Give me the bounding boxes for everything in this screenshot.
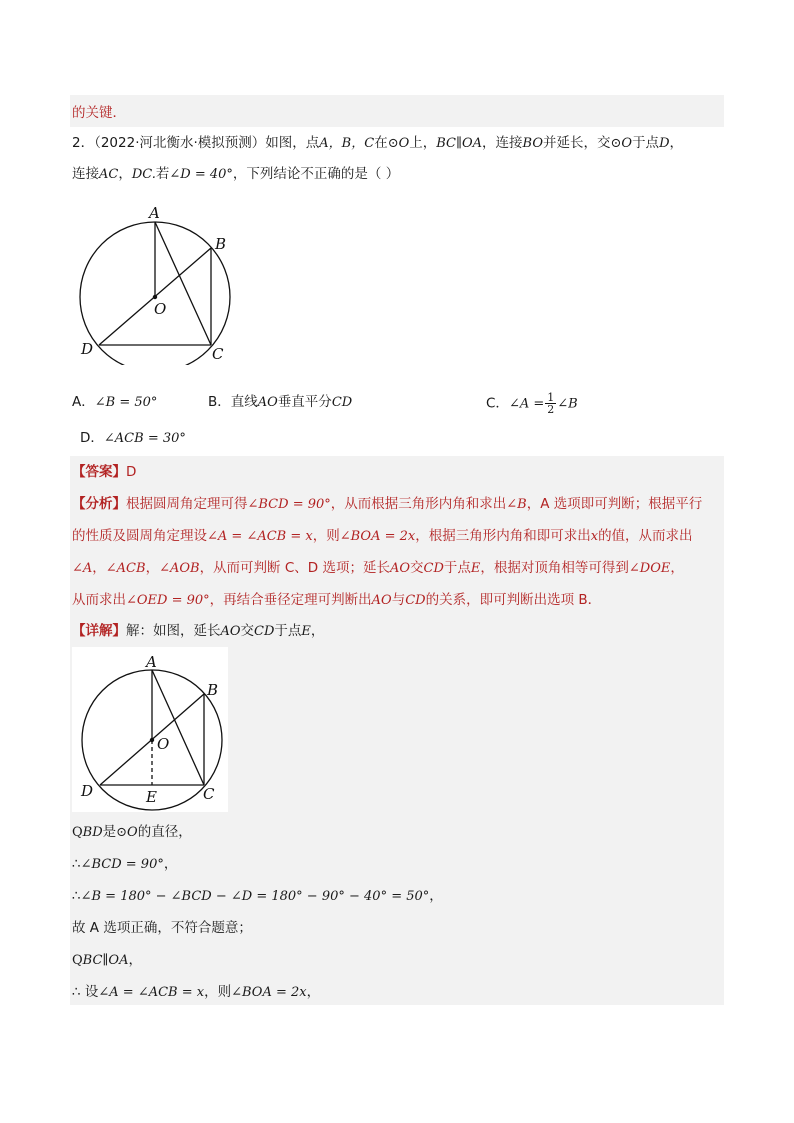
center-point bbox=[153, 295, 157, 299]
d-math: E bbox=[301, 624, 311, 639]
segment-ac bbox=[155, 222, 211, 345]
s-math: ∠A = ∠ACB = x bbox=[98, 985, 205, 1000]
a-math: AO bbox=[389, 561, 411, 576]
question-number: 2． bbox=[72, 135, 95, 151]
a-math: ∠DOE bbox=[628, 561, 671, 576]
d-text: 于点 bbox=[274, 623, 302, 639]
a-text: 的值，从而求出 bbox=[598, 528, 693, 544]
option-c-label: C． bbox=[486, 395, 509, 412]
d-text: 交 bbox=[240, 623, 255, 639]
label-a: A bbox=[146, 653, 157, 671]
s-text: 的直径， bbox=[137, 824, 192, 840]
step-1 bbox=[72, 822, 192, 843]
a-text: ， bbox=[92, 560, 106, 576]
therefore-symbol: ∴ bbox=[72, 888, 81, 904]
label-a: A bbox=[149, 204, 160, 222]
q-text: ，连接 bbox=[482, 135, 523, 151]
label-c: C bbox=[203, 785, 215, 803]
d-text: 解：如图，延长 bbox=[126, 623, 221, 639]
label-d: D bbox=[81, 340, 94, 358]
s-math: ∠B = 180° − ∠BCD − ∠D = 180° − 90° − 40° = 50° bbox=[80, 889, 430, 904]
header-line: 的关键． bbox=[72, 105, 126, 121]
a-text: ，再结合垂径定理可判断出 bbox=[209, 592, 372, 608]
a-math: ∠B bbox=[506, 497, 527, 512]
q-math: ∠D = 40° bbox=[169, 167, 233, 182]
label-e: E bbox=[146, 788, 157, 806]
d-math: AO bbox=[220, 624, 241, 639]
a-math: CD bbox=[405, 593, 426, 608]
q-math: BC∥OA bbox=[436, 136, 483, 151]
q-math: ⊙O bbox=[387, 136, 410, 151]
answer-tag: 【答案】 bbox=[72, 464, 126, 480]
a-text: ，则 bbox=[312, 528, 340, 544]
q-text: ， bbox=[118, 166, 132, 182]
label-c: C bbox=[212, 345, 224, 363]
a-math: ∠ACB bbox=[105, 561, 146, 576]
a-math: AO bbox=[371, 593, 392, 608]
q-math: AC bbox=[99, 167, 119, 182]
option-d-math: ∠ACB = 30° bbox=[103, 431, 186, 446]
option-c-angle-b: ∠B bbox=[557, 396, 578, 412]
a-text: 根据圆周角定理可得 bbox=[126, 496, 248, 512]
analysis-line-2 bbox=[72, 526, 693, 547]
q-math: A，B，C bbox=[319, 136, 375, 151]
circle-diagram bbox=[72, 200, 242, 365]
s-math: BC∥OA bbox=[82, 953, 129, 968]
a-text: ，根据三角形内角和即可求出 bbox=[415, 528, 591, 544]
option-a-math: ∠B = 50° bbox=[94, 395, 158, 410]
a-text: ， bbox=[670, 560, 684, 576]
question-figure bbox=[72, 200, 242, 365]
label-d: D bbox=[81, 782, 94, 800]
question-line-1 bbox=[72, 133, 683, 154]
circle-diagram-extended bbox=[72, 647, 228, 812]
header-band bbox=[70, 95, 724, 127]
d-text: ， bbox=[310, 623, 325, 639]
option-c-fraction bbox=[545, 392, 556, 415]
analysis-tag: 【分析】 bbox=[72, 496, 126, 512]
label-b: B bbox=[207, 681, 219, 699]
detail-line-1 bbox=[72, 621, 324, 642]
segment-ac bbox=[152, 670, 204, 785]
q-text: 于点 bbox=[632, 135, 660, 151]
option-d-label: D． bbox=[80, 430, 104, 446]
a-math: ∠A = ∠ACB = x bbox=[207, 529, 313, 544]
q-text: 上， bbox=[409, 135, 437, 151]
option-d[interactable] bbox=[80, 428, 186, 449]
option-b-ao: AO bbox=[257, 395, 278, 410]
a-math: x bbox=[590, 529, 599, 544]
fraction-numerator: 1 bbox=[547, 391, 555, 404]
q-math: DC. bbox=[131, 167, 156, 182]
a-math: ∠BCD = 90° bbox=[247, 497, 331, 512]
fraction-denominator: 2 bbox=[547, 403, 555, 416]
option-a-label: A． bbox=[72, 394, 95, 410]
s-text: ∴ 设 bbox=[72, 984, 99, 1000]
step-2 bbox=[72, 854, 177, 875]
analysis-line-1 bbox=[72, 494, 702, 515]
a-text: 交 bbox=[410, 560, 424, 576]
answer-value: D bbox=[126, 464, 137, 480]
a-math: CD bbox=[423, 561, 444, 576]
a-math: E bbox=[470, 561, 481, 576]
label-o: O bbox=[157, 735, 170, 753]
s-math: BD bbox=[82, 825, 103, 840]
q-math: BO bbox=[522, 136, 543, 151]
q-text: ，下列结论不正确的是（ ） bbox=[232, 166, 400, 182]
a-text: 从而求出 bbox=[72, 592, 126, 608]
s-text: ， bbox=[306, 984, 321, 1000]
s-text: ，则 bbox=[204, 984, 232, 1000]
step-3 bbox=[72, 886, 443, 907]
a-math: ∠AOB bbox=[159, 561, 200, 576]
option-b-label: B．直线 bbox=[208, 394, 258, 410]
question-source: （2022·河北衡水·模拟预测） bbox=[94, 135, 266, 151]
q-text: 在 bbox=[374, 135, 388, 151]
option-a[interactable] bbox=[72, 392, 157, 413]
center-point bbox=[150, 738, 154, 742]
a-text: ，从而可判断 C、D 选项；延长 bbox=[199, 560, 390, 576]
step-6 bbox=[72, 982, 320, 1003]
a-text: 的关系，即可判断出选项 B． bbox=[425, 592, 602, 608]
q-math: D bbox=[659, 136, 670, 151]
q-text: 如图，点 bbox=[265, 135, 320, 151]
option-c-angle-a: ∠A = bbox=[508, 396, 545, 412]
q-math: ⊙O bbox=[610, 136, 633, 151]
q-text: 并延长，交 bbox=[543, 135, 611, 151]
s-math: ∠BCD = 90° bbox=[80, 857, 164, 872]
a-text: ， bbox=[145, 560, 160, 576]
a-math: ∠OED = 90° bbox=[126, 593, 210, 608]
a-text: 与 bbox=[391, 592, 406, 608]
s-text: ， bbox=[163, 856, 178, 872]
because-symbol: Q bbox=[72, 953, 83, 968]
s-text: ， bbox=[429, 888, 443, 904]
question-line-2 bbox=[72, 164, 399, 185]
a-text: ，A 选项即可判断；根据平行 bbox=[526, 496, 703, 512]
q-text: 连接 bbox=[72, 166, 99, 182]
a-text: ，根据对顶角相等可得到 bbox=[480, 560, 629, 576]
option-b[interactable] bbox=[208, 392, 352, 413]
q-text: ， bbox=[669, 135, 683, 151]
step-4: 故 A 选项正确，不符合题意； bbox=[72, 920, 252, 936]
a-math: ∠BOA = 2x bbox=[339, 529, 416, 544]
option-b-cd: CD bbox=[331, 395, 353, 410]
s-text: 是 bbox=[102, 824, 117, 840]
analysis-line-3 bbox=[72, 558, 684, 579]
analysis-line-4 bbox=[72, 590, 601, 611]
a-math: ∠A bbox=[72, 561, 93, 576]
q-text: 若 bbox=[155, 166, 170, 182]
s-math: ∠BOA = 2x bbox=[231, 985, 307, 1000]
option-b-text: 垂直平分 bbox=[277, 394, 332, 410]
d-math: CD bbox=[254, 624, 275, 639]
a-text: ，从而根据三角形内角和求出 bbox=[330, 496, 507, 512]
detail-tag: 【详解】 bbox=[72, 623, 126, 639]
s-math: ⊙O bbox=[116, 825, 138, 840]
a-text: 于点 bbox=[443, 560, 471, 576]
step-5 bbox=[72, 950, 142, 971]
label-o: O bbox=[154, 300, 167, 318]
option-c[interactable] bbox=[486, 392, 578, 415]
detail-figure bbox=[72, 647, 228, 812]
label-b: B bbox=[215, 235, 227, 253]
a-text: 的性质及圆周角定理设 bbox=[72, 528, 207, 544]
answer-line bbox=[72, 462, 136, 482]
s-text: ， bbox=[128, 952, 142, 968]
therefore-symbol: ∴ bbox=[72, 856, 81, 872]
because-symbol: Q bbox=[72, 825, 83, 840]
